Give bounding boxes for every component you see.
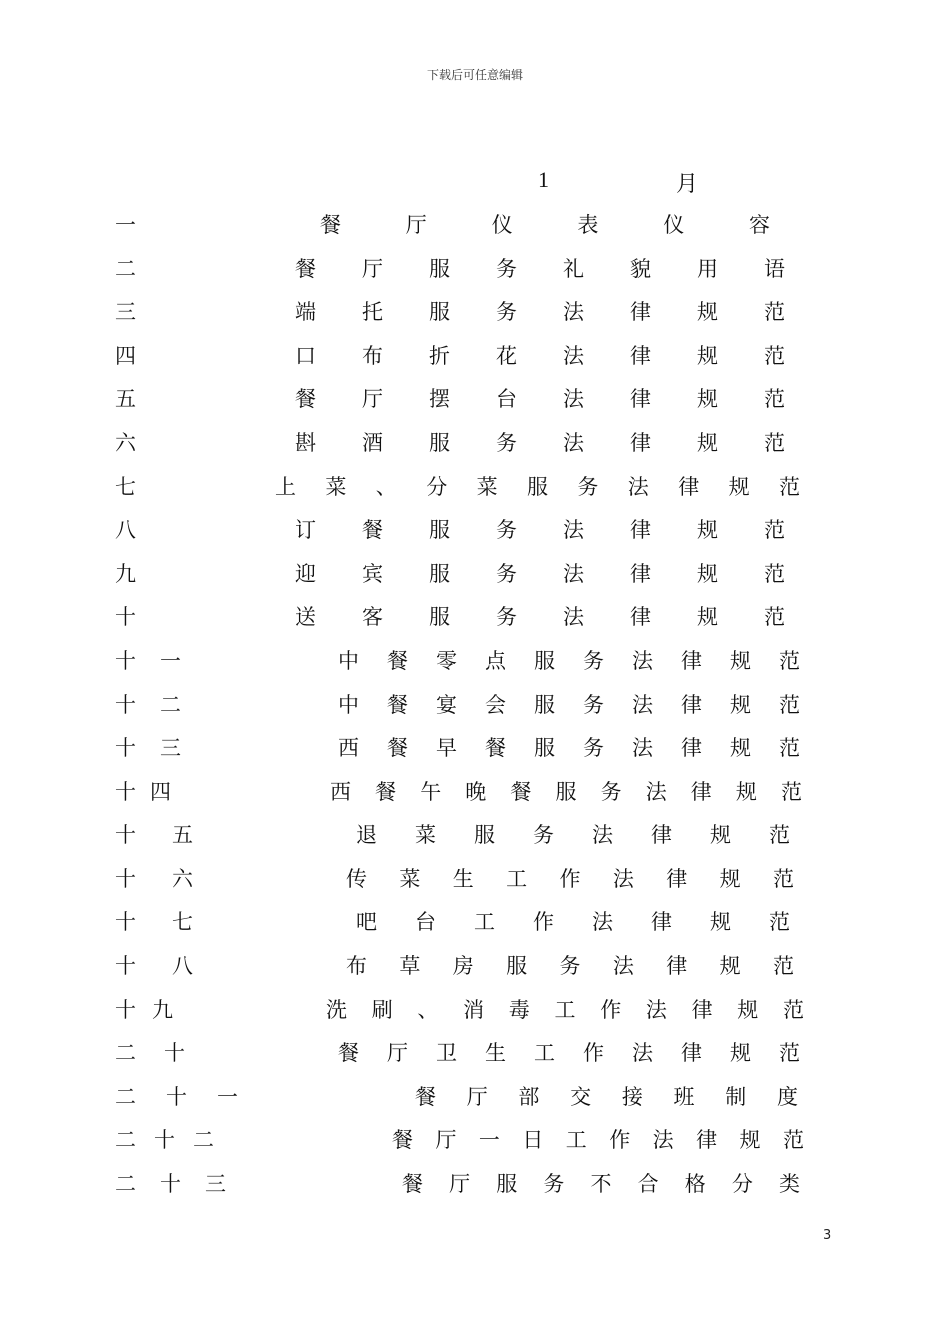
- month-number: 1: [538, 167, 549, 192]
- toc-item-title: 迎宾服务法律规范: [295, 562, 831, 586]
- toc-row: [0, 1123, 950, 1157]
- toc-item-number: 七: [115, 475, 136, 499]
- toc-row: [0, 775, 950, 809]
- toc-item-title: 餐厅部交接班制度: [415, 1085, 829, 1109]
- toc-row: [0, 1080, 950, 1114]
- toc-row: [0, 426, 950, 460]
- toc-item-title: 布草房服务法律规范: [346, 954, 827, 978]
- toc-item-title: 端托服务法律规范: [295, 300, 831, 324]
- toc-item-number: 二: [115, 257, 136, 281]
- toc-item-title: 口布折花法律规范: [295, 344, 831, 368]
- toc-item-number: 十九: [115, 998, 189, 1022]
- toc-item-number: 二十: [115, 1041, 213, 1065]
- toc-item-title: 餐厅一日工作法律规范: [392, 1128, 827, 1152]
- toc-item-title: 上菜、分菜服务法律规范: [275, 475, 830, 499]
- month-heading: [0, 167, 950, 197]
- toc-row: [0, 339, 950, 373]
- toc-item-number: 三: [115, 300, 136, 324]
- toc-item-number: 十四: [115, 780, 185, 804]
- toc-row: [0, 993, 950, 1027]
- toc-row: [0, 1167, 950, 1201]
- toc-row: [0, 557, 950, 591]
- toc-item-number: 十五: [115, 823, 229, 847]
- toc-item-title: 餐厅摆台法律规范: [295, 387, 831, 411]
- toc-row: [0, 252, 950, 286]
- toc-item-number: 十: [115, 605, 136, 629]
- toc-item-title: 中餐宴会服务法律规范: [338, 693, 828, 717]
- toc-row: [0, 470, 950, 504]
- toc-item-title: 吧台工作法律规范: [356, 910, 828, 934]
- toc-row: [0, 644, 950, 678]
- toc-item-number: 十六: [115, 867, 229, 891]
- toc-row: [0, 513, 950, 547]
- toc-item-title: 送客服务法律规范: [295, 605, 831, 629]
- toc-item-title: 餐厅服务不合格分类: [402, 1172, 827, 1196]
- toc-item-number: 八: [115, 518, 136, 542]
- toc-item-title: 西餐午晚餐服务法律规范: [330, 780, 827, 804]
- toc-row: [0, 382, 950, 416]
- toc-row: [0, 208, 950, 242]
- toc-item-title: 餐厅卫生工作法律规范: [338, 1041, 828, 1065]
- toc-item-number: 一: [115, 213, 136, 237]
- toc-item-number: 四: [115, 344, 136, 368]
- toc-item-number: 九: [115, 562, 136, 586]
- toc-row: [0, 688, 950, 722]
- toc-row: [0, 1036, 950, 1070]
- toc-row: [0, 949, 950, 983]
- toc-item-title: 退菜服务法律规范: [356, 823, 828, 847]
- toc-item-number: 十七: [115, 910, 229, 934]
- toc-item-title: 餐厅服务礼貌用语: [295, 257, 831, 281]
- toc-item-number: 二十三: [115, 1172, 250, 1196]
- page-number: 3: [823, 1228, 832, 1243]
- toc-row: [0, 600, 950, 634]
- toc-item-title: 西餐早餐服务法律规范: [338, 736, 828, 760]
- toc-row: [0, 731, 950, 765]
- toc-item-title: 订餐服务法律规范: [295, 518, 831, 542]
- toc-item-number: 六: [115, 431, 136, 455]
- toc-item-number: 十三: [115, 736, 205, 760]
- toc-item-title: 斟酒服务法律规范: [295, 431, 831, 455]
- toc-item-number: 十八: [115, 954, 229, 978]
- toc-item-number: 十二: [115, 693, 205, 717]
- toc-item-title: 餐厅仪表仪容: [320, 213, 835, 237]
- toc-item-number: 五: [115, 387, 136, 411]
- toc-item-title: 洗刷、消毒工作法律规范: [326, 998, 829, 1022]
- month-unit: 月: [676, 172, 699, 197]
- toc-item-number: 二十一: [115, 1085, 268, 1109]
- toc-item-title: 传菜生工作法律规范: [346, 867, 827, 891]
- toc-row: [0, 295, 950, 329]
- toc-item-number: 十一: [115, 649, 205, 673]
- toc-item-title: 中餐零点服务法律规范: [338, 649, 828, 673]
- toc-row: [0, 818, 950, 852]
- toc-row: [0, 905, 950, 939]
- toc-item-number: 二十二: [115, 1128, 232, 1152]
- toc-row: [0, 862, 950, 896]
- header-note: 下载后可任意编辑: [426, 68, 523, 82]
